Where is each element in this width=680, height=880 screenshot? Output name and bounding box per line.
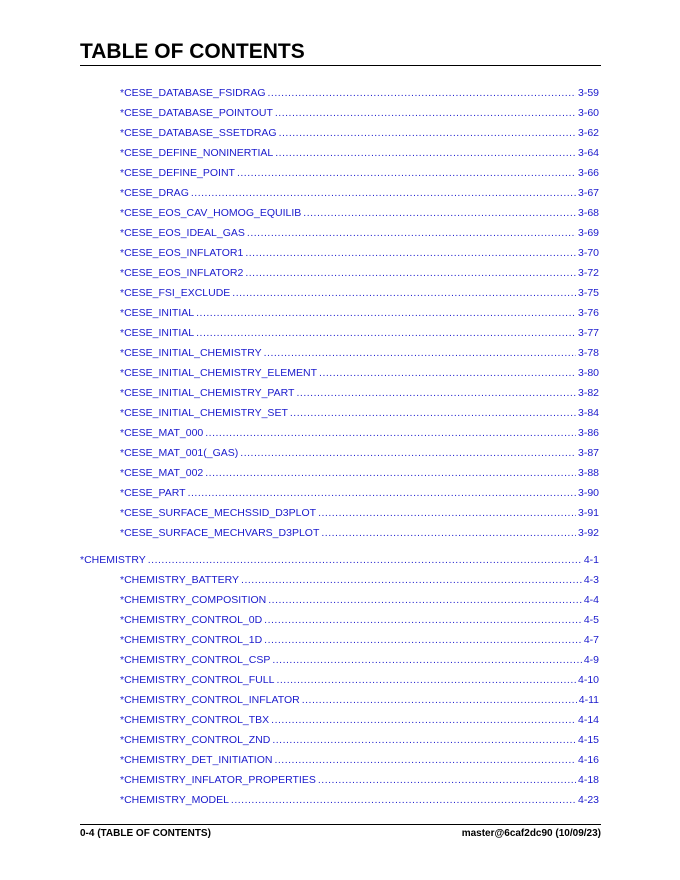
toc-entry-page: 3-68: [577, 207, 599, 219]
toc-entry[interactable]: [120, 653, 599, 667]
toc-entry-label: *CESE_DATABASE_SSETDRAG: [120, 127, 277, 139]
toc-entry-page: 4-16: [577, 754, 599, 766]
toc-dot-leader: [237, 166, 576, 180]
toc-entry[interactable]: [120, 486, 599, 500]
toc-entry[interactable]: [120, 146, 599, 160]
toc-entry-page: 3-77: [577, 327, 599, 339]
toc-entry-label: *CESE_DRAG: [120, 187, 189, 199]
toc-entry[interactable]: [120, 506, 599, 520]
toc-dot-leader: [279, 126, 576, 140]
footer-version-label: master@6caf2dc90 (10/09/23): [461, 828, 601, 839]
toc-entry-page: 3-69: [577, 227, 599, 239]
toc-entry[interactable]: [120, 86, 599, 100]
toc-entry-page: 4-3: [583, 574, 599, 586]
toc-entry-label: *CHEMISTRY_CONTROL_1D: [120, 634, 263, 646]
toc-entry-label: *CESE_DATABASE_FSIDRAG: [120, 87, 266, 99]
toc-entry-label: *CESE_INITIAL_CHEMISTRY: [120, 347, 262, 359]
toc-entry-page: 3-78: [577, 347, 599, 359]
toc-dot-leader: [264, 633, 582, 647]
toc-dot-leader: [268, 86, 576, 100]
toc-entry-label: *CESE_DATABASE_POINTOUT: [120, 107, 273, 119]
toc-dot-leader: [321, 526, 576, 540]
toc-entry[interactable]: [120, 673, 599, 687]
footer-divider: [80, 824, 601, 825]
toc-entry-label: *CESE_INITIAL: [120, 307, 195, 319]
toc-entry[interactable]: [120, 773, 599, 787]
toc-dot-leader: [205, 466, 576, 480]
toc-dot-leader: [241, 573, 582, 587]
toc-entry-page: 4-10: [577, 674, 599, 686]
toc-entry[interactable]: [120, 733, 599, 747]
toc-entry-page: 3-64: [577, 147, 599, 159]
toc-entry-page: 4-5: [583, 614, 599, 626]
toc-entry[interactable]: [120, 366, 599, 380]
toc-dot-leader: [318, 506, 576, 520]
toc-dot-leader: [272, 733, 576, 747]
toc-entry[interactable]: [80, 553, 599, 567]
toc-entry[interactable]: [120, 693, 599, 707]
toc-dot-leader: [264, 613, 582, 627]
toc-entry-page: 4-15: [577, 734, 599, 746]
toc-entry-label: *CHEMISTRY_CONTROL_CSP: [120, 654, 271, 666]
toc-entry-label: *CESE_EOS_IDEAL_GAS: [120, 227, 245, 239]
toc-entry[interactable]: [120, 466, 599, 480]
toc-dot-leader: [319, 366, 576, 380]
toc-dot-leader: [302, 693, 577, 707]
toc-entry-page: 3-59: [577, 87, 599, 99]
toc-dot-leader: [296, 386, 576, 400]
toc-entry-label: *CESE_MAT_001(_GAS): [120, 447, 239, 459]
toc-dot-leader: [231, 793, 576, 807]
toc-dot-leader: [245, 246, 576, 260]
toc-entry-page: 3-72: [577, 267, 599, 279]
toc-dot-leader: [264, 346, 576, 360]
toc-entry-label: *CESE_DEFINE_POINT: [120, 167, 235, 179]
toc-entry-page: 4-1: [583, 554, 599, 566]
toc-entry-label: *CESE_EOS_CAV_HOMOG_EQUILIB: [120, 207, 302, 219]
toc-entry[interactable]: [120, 793, 599, 807]
toc-entry-label: *CESE_INITIAL_CHEMISTRY_ELEMENT: [120, 367, 318, 379]
toc-entry-page: 4-7: [583, 634, 599, 646]
toc-dot-leader: [191, 186, 576, 200]
toc-entry-page: 4-18: [577, 774, 599, 786]
toc-entry[interactable]: [120, 226, 599, 240]
toc-entry-label: *CESE_MAT_000: [120, 427, 204, 439]
toc-dot-leader: [240, 446, 576, 460]
toc-dot-leader: [268, 593, 582, 607]
toc-entry[interactable]: [120, 186, 599, 200]
toc-entry-label: *CHEMISTRY_COMPOSITION: [120, 594, 267, 606]
toc-dot-leader: [303, 206, 576, 220]
toc-entry-page: 3-70: [577, 247, 599, 259]
toc-entry[interactable]: [120, 633, 599, 647]
toc-dot-leader: [272, 653, 581, 667]
toc-entry-label: *CESE_SURFACE_MECHSSID_D3PLOT: [120, 507, 317, 519]
toc-entry-page: 3-87: [577, 447, 599, 459]
toc-dot-leader: [188, 486, 576, 500]
toc-dot-leader: [232, 286, 576, 300]
toc-entry-page: 3-76: [577, 307, 599, 319]
toc-entry[interactable]: [120, 426, 599, 440]
toc-entry[interactable]: [120, 166, 599, 180]
toc-entry[interactable]: [120, 206, 599, 220]
toc-entry[interactable]: [120, 753, 599, 767]
footer-section-label: 0-4 (TABLE OF CONTENTS): [80, 828, 211, 839]
toc-entry-page: 4-14: [577, 714, 599, 726]
toc-entry[interactable]: [120, 246, 599, 260]
toc-entry[interactable]: [120, 386, 599, 400]
toc-entry-label: *CHEMISTRY_INFLATOR_PROPERTIES: [120, 774, 316, 786]
toc-entry-page: 3-86: [577, 427, 599, 439]
toc-entry-page: 3-66: [577, 167, 599, 179]
toc-entry[interactable]: [120, 326, 599, 340]
toc-dot-leader: [148, 553, 582, 567]
toc-entry-label: *CESE_PART: [120, 487, 186, 499]
toc-entry-page: 3-84: [577, 407, 599, 419]
toc-dot-leader: [274, 753, 576, 767]
toc-dot-leader: [245, 266, 576, 280]
toc-entry-page: 3-75: [577, 287, 599, 299]
toc-entry-page: 3-67: [577, 187, 599, 199]
toc-entry-page: 3-62: [577, 127, 599, 139]
toc-entry[interactable]: [120, 573, 599, 587]
toc-dot-leader: [196, 326, 576, 340]
toc-entry-label: *CHEMISTRY_CONTROL_FULL: [120, 674, 275, 686]
toc-entry-label: *CESE_MAT_002: [120, 467, 204, 479]
toc-entry-label: *CESE_DEFINE_NONINERTIAL: [120, 147, 274, 159]
toc-entry[interactable]: [120, 593, 599, 607]
toc-entry[interactable]: [120, 713, 599, 727]
toc-dot-leader: [205, 426, 576, 440]
toc-entry-label: *CHEMISTRY_CONTROL_INFLATOR: [120, 694, 300, 706]
page-title: TABLE OF CONTENTS: [80, 40, 305, 63]
toc-entry-page: 3-60: [577, 107, 599, 119]
toc-entry[interactable]: [120, 613, 599, 627]
toc-entry-label: *CESE_EOS_INFLATOR1: [120, 247, 244, 259]
toc-entry-label: *CHEMISTRY_MODEL: [120, 794, 229, 806]
toc-entry-label: *CESE_INITIAL_CHEMISTRY_SET: [120, 407, 288, 419]
toc-entry-page: 3-90: [577, 487, 599, 499]
toc-entry-page: 3-88: [577, 467, 599, 479]
toc-entry-page: 4-4: [583, 594, 599, 606]
toc-dot-leader: [275, 106, 576, 120]
toc-dot-leader: [276, 673, 576, 687]
toc-entry-label: *CHEMISTRY_DET_INITIATION: [120, 754, 273, 766]
toc-dot-leader: [247, 226, 576, 240]
toc-entry-page: 3-82: [577, 387, 599, 399]
toc-entry-label: *CESE_SURFACE_MECHVARS_D3PLOT: [120, 527, 320, 539]
toc-entry-label: *CESE_INITIAL_CHEMISTRY_PART: [120, 387, 295, 399]
toc-entry-label: *CHEMISTRY_CONTROL_0D: [120, 614, 263, 626]
toc-entry[interactable]: [120, 526, 599, 540]
toc-entry-label: *CHEMISTRY: [80, 554, 146, 566]
toc-entry-label: *CHEMISTRY_BATTERY: [120, 574, 240, 586]
toc-dot-leader: [196, 306, 576, 320]
toc-entry-label: *CESE_INITIAL: [120, 327, 195, 339]
toc-entry-label: *CESE_EOS_INFLATOR2: [120, 267, 244, 279]
toc-dot-leader: [318, 773, 576, 787]
toc-entry[interactable]: [120, 266, 599, 280]
toc-entry[interactable]: [120, 346, 599, 360]
toc-dot-leader: [275, 146, 576, 160]
toc-entry-label: *CESE_FSI_EXCLUDE: [120, 287, 231, 299]
toc-entry[interactable]: [120, 406, 599, 420]
toc-dot-leader: [271, 713, 576, 727]
toc-entry-page: 4-9: [583, 654, 599, 666]
toc-entry[interactable]: [120, 106, 599, 120]
toc-entry-page: 4-11: [578, 694, 599, 706]
toc-entry[interactable]: [120, 306, 599, 320]
toc-entry-page: 3-92: [577, 527, 599, 539]
toc-entry-page: 3-80: [577, 367, 599, 379]
toc-entry[interactable]: [120, 286, 599, 300]
toc-entry-label: *CHEMISTRY_CONTROL_ZND: [120, 734, 271, 746]
toc-dot-leader: [290, 406, 576, 420]
toc-entry[interactable]: [120, 126, 599, 140]
toc-entry-label: *CHEMISTRY_CONTROL_TBX: [120, 714, 270, 726]
toc-entry[interactable]: [120, 446, 599, 460]
toc-entry-page: 3-91: [577, 507, 599, 519]
toc-entry-page: 4-23: [577, 794, 599, 806]
